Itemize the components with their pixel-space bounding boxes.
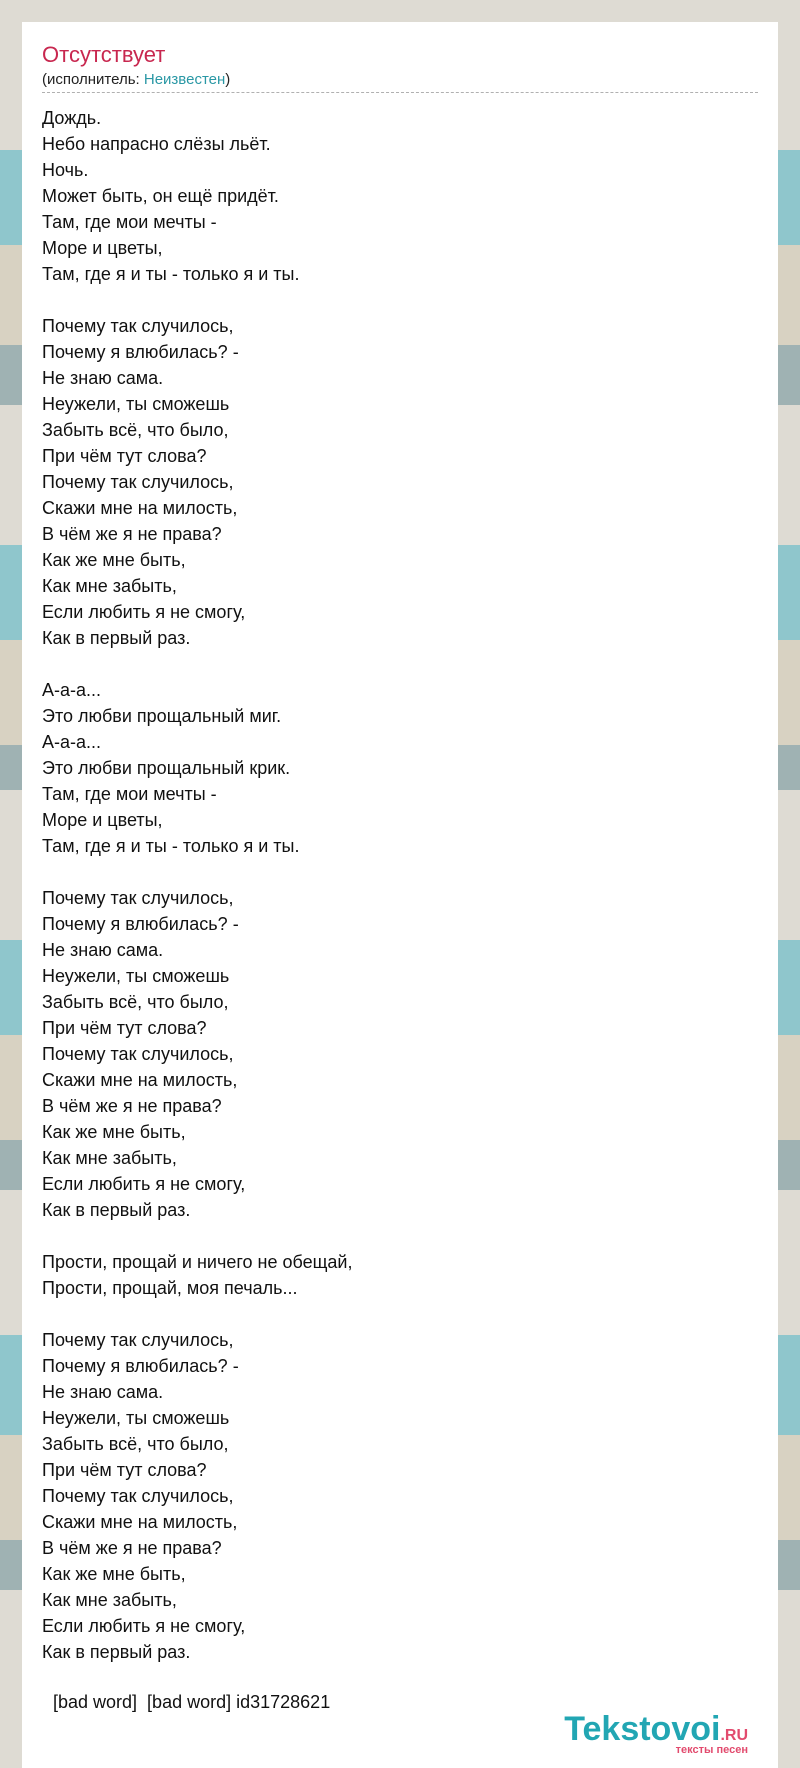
lyric-line: Как же мне быть,	[42, 1564, 186, 1584]
logo-tagline: тексты песен	[675, 1744, 748, 1756]
title-divider	[42, 92, 758, 93]
lyric-line: Как в первый раз.	[42, 1200, 191, 1220]
lyric-line	[42, 859, 758, 885]
lyric-line	[42, 651, 758, 677]
lyric-line: Как мне забыть,	[42, 1590, 177, 1610]
lyric-line: Неужели, ты сможешь	[42, 1408, 230, 1428]
artist-line	[42, 70, 758, 90]
artist-suffix: )	[225, 71, 231, 88]
lyric-line: При чём тут слова?	[42, 1460, 207, 1480]
lyric-line: Если любить я не смогу,	[42, 602, 246, 622]
lyric-line: Как мне забыть,	[42, 1148, 177, 1168]
lyrics-card	[22, 22, 778, 1768]
site-logo[interactable]	[564, 1712, 748, 1756]
lyric-line: Прости, прощай и ничего не обещай,	[42, 1252, 353, 1272]
lyric-line: Ночь.	[42, 160, 89, 180]
lyric-line: Не знаю сама.	[42, 940, 164, 960]
lyric-line: Скажи мне на милость,	[42, 1512, 238, 1532]
lyric-line: Почему так случилось,	[42, 1044, 234, 1064]
lyric-line: Там, где мои мечты -	[42, 784, 217, 804]
lyric-line: При чём тут слова?	[42, 1018, 207, 1038]
lyric-line: В чём же я не права?	[42, 1096, 222, 1116]
lyric-line: Не знаю сама.	[42, 1382, 164, 1402]
lyric-line: Если любить я не смогу,	[42, 1174, 246, 1194]
lyric-line: Там, где я и ты - только я и ты.	[42, 264, 300, 284]
artist-prefix: (исполнитель:	[42, 71, 144, 88]
card-content	[42, 42, 758, 1665]
lyric-line: Почему так случилось,	[42, 472, 234, 492]
lyric-line: Почему так случилось,	[42, 316, 234, 336]
artist-link[interactable]: Неизвестен	[143, 71, 226, 88]
lyric-line: Почему я влюбилась? -	[42, 1356, 239, 1376]
logo-tld: .RU	[720, 1727, 748, 1744]
lyric-line: Море и цветы,	[42, 238, 163, 258]
lyric-line: Почему так случилось,	[42, 888, 234, 908]
lyric-line: Прости, прощай, моя печаль...	[42, 1278, 298, 1298]
lyric-line: При чём тут слова?	[42, 446, 207, 466]
lyrics-text	[42, 105, 758, 1665]
lyric-line: Почему я влюбилась? -	[42, 342, 239, 362]
lyric-line: Как же мне быть,	[42, 550, 186, 570]
lyric-line: Там, где я и ты - только я и ты.	[42, 836, 300, 856]
lyric-line	[42, 1223, 758, 1249]
lyric-line: Как мне забыть,	[42, 576, 177, 596]
lyric-line: Как в первый раз.	[42, 1642, 191, 1662]
footer-id-line: [bad word] [bad word] id31728621	[48, 1692, 331, 1712]
lyric-line: Как же мне быть,	[42, 1122, 186, 1142]
lyric-line: Неужели, ты сможешь	[42, 966, 230, 986]
lyric-line: В чём же я не права?	[42, 1538, 222, 1558]
lyric-line: Может быть, он ещё придёт.	[42, 186, 279, 206]
lyric-line: Неужели, ты сможешь	[42, 394, 230, 414]
lyric-line: Скажи мне на милость,	[42, 1070, 238, 1090]
lyric-line: Это любви прощальный крик.	[42, 758, 291, 778]
lyric-line: Дождь.	[42, 108, 102, 128]
lyric-line: Почему так случилось,	[42, 1330, 234, 1350]
lyric-line: Почему так случилось,	[42, 1486, 234, 1506]
lyric-line: Море и цветы,	[42, 810, 163, 830]
lyric-line: Забыть всё, что было,	[42, 420, 229, 440]
logo-name: Tekstovoi	[564, 1710, 721, 1748]
lyric-line: Небо напрасно слёзы льёт.	[42, 134, 271, 154]
lyric-line: Забыть всё, что было,	[42, 1434, 229, 1454]
lyric-line: В чём же я не права?	[42, 524, 222, 544]
lyric-line	[42, 1301, 758, 1327]
lyric-line: А-а-а...	[42, 732, 102, 752]
lyric-line: Почему я влюбилась? -	[42, 914, 239, 934]
lyric-line	[42, 287, 758, 313]
lyric-line: Скажи мне на милость,	[42, 498, 238, 518]
lyric-line: А-а-а...	[42, 680, 102, 700]
lyric-line: Если любить я не смогу,	[42, 1616, 246, 1636]
lyric-line: Забыть всё, что было,	[42, 992, 229, 1012]
lyric-line: Не знаю сама.	[42, 368, 164, 388]
lyric-line: Это любви прощальный миг.	[42, 706, 282, 726]
lyric-line: Там, где мои мечты -	[42, 212, 217, 232]
song-title: Отсутствует	[42, 42, 166, 67]
lyric-line: Как в первый раз.	[42, 628, 191, 648]
